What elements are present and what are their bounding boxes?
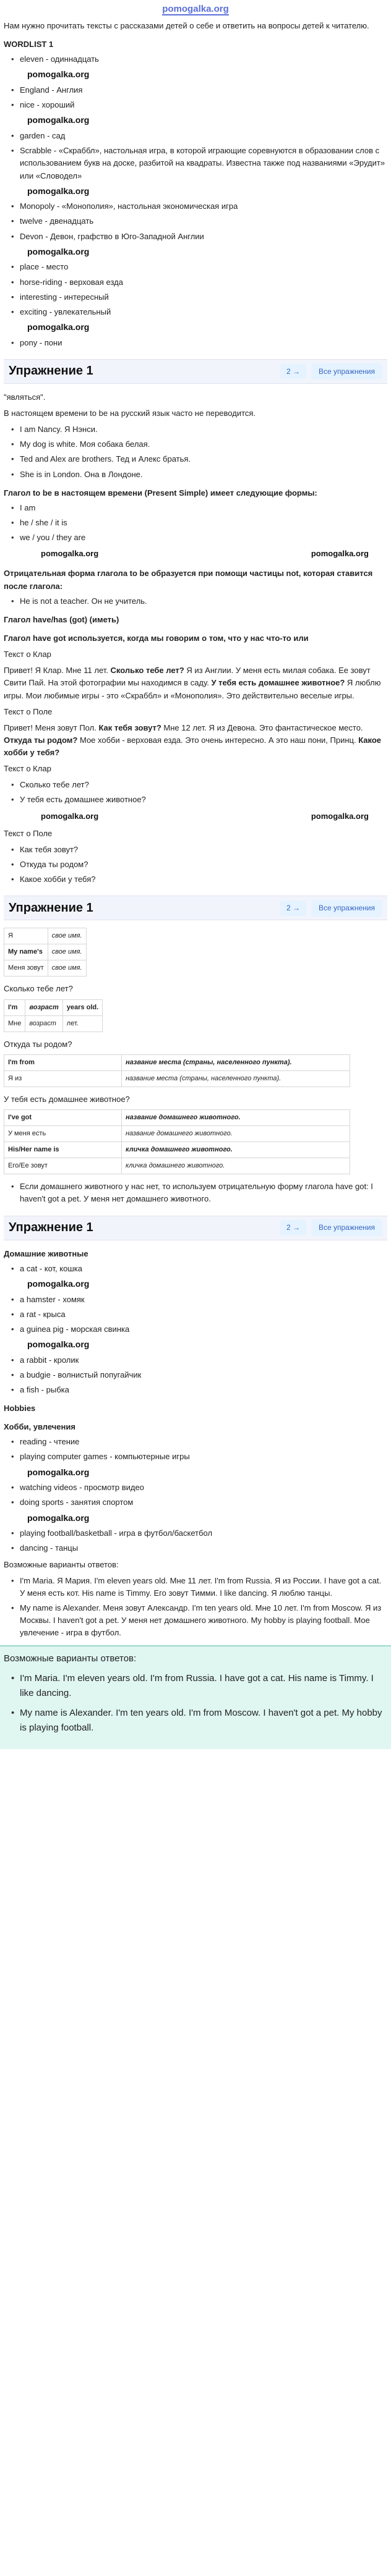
list-item: • У тебя есть домашнее животное? (9, 794, 387, 806)
question-bold: Откуда ты родом? (4, 735, 78, 745)
list-item: • a cat - кот, кошка (9, 1263, 387, 1275)
grammar-cut-text: "являться". (4, 392, 46, 402)
list-item: • My name is Alexander. I'm ten years old. I'm from Moscow. I haven't got a pet. My hobby is playing football. (9, 1706, 387, 1735)
question-bold: Как тебя зовут? (98, 722, 161, 732)
grammar-text: В настоящем времени to be на русский язык часто не переводится. (4, 408, 256, 418)
list-item: • nice - хороший (9, 99, 387, 111)
list-item: • My dog is white. Моя собака белая. (9, 438, 387, 451)
list-item: • Какое хобби у тебя? (9, 873, 387, 886)
table-cell: Его/Ее зовут (4, 1158, 122, 1174)
negative-title: Отрицательная форма глагола to be образуется при помощи частицы not, которая ставится после глагола: (4, 569, 373, 591)
watermark: pomogalka.org (27, 246, 90, 256)
list-item: • Если домашнего животного у нас нет, то используем отрицательную форму глагола have got: I haven't got a pet. У меня нет домашнего животного. (9, 1180, 387, 1205)
list-item: • England - Англия (9, 84, 387, 96)
list-item: • pony - пони (9, 337, 387, 349)
list-item: • place - место (9, 261, 387, 273)
next-exercise-button[interactable]: 2 → (280, 900, 306, 916)
hobbies-subtitle: Хобби, увлечения (4, 1422, 75, 1432)
table-row (4, 944, 87, 960)
question-from: Откуда ты родом? (4, 1039, 72, 1049)
table-cell: кличка домашнего животного. (122, 1142, 350, 1158)
pets-list (4, 1263, 387, 1396)
table-cell: His/Her name is (4, 1142, 122, 1158)
watermark: pomogalka.org (311, 549, 369, 559)
hobbies-list (4, 1436, 387, 1554)
grammar-examples (4, 423, 387, 481)
list-item: • Как тебя зовут? (9, 844, 387, 856)
watermark: pomogalka.org (27, 322, 90, 332)
text-part: Я люблю игры. Мои любимые игры - это «Скраббл» и «Монополия». Это действительно веселые игры. (4, 678, 381, 700)
forms-list (4, 502, 387, 544)
list-item: • eleven - одиннадцать (9, 53, 387, 66)
table-cell: years old. (62, 999, 102, 1015)
list-item: • Откуда ты родом? (9, 858, 387, 871)
list-item: • a rat - крыса (9, 1308, 387, 1321)
list-item: • I'm Maria. Я Мария. I'm eleven years old. Мне 11 лет. I'm from Russia. Я из России. I have got a cat. У меня есть кот. His name is Timmy. Его зовут Тимми. I like dancing. Я люблю танцы. (9, 1575, 387, 1599)
exercise-title: Упражнение 1 (9, 364, 93, 378)
answer-list (4, 1671, 387, 1735)
list-item: • She is in London. Она в Лондоне. (9, 468, 387, 481)
list-item: • he / she / it is (9, 517, 387, 529)
table-cell: название домашнего животного. (122, 1126, 350, 1142)
article (0, 20, 391, 1639)
list-item: • My name is Alexander. Меня зовут Александр. I'm ten years old. Мне 10 лет. I'm from Moscow. Я из Москвы. I haven't got a pet. У меня нет домашнего животного. My hobby is playing football. Мое увлечение - игра в футбол. (9, 1602, 387, 1639)
list-item: • Devon - Девон, графство в Юго-Западной Англии (9, 231, 387, 243)
table-row (4, 960, 87, 977)
q-clare-label: Текст о Клар (4, 764, 51, 774)
pet-table (4, 1109, 350, 1174)
q-paul-list (4, 844, 387, 886)
site-logo[interactable]: pomogalka.org (162, 4, 229, 14)
list-item: • exciting - увлекательный (9, 306, 387, 318)
text-clare-label: Текст о Клар (4, 650, 51, 659)
table-cell: My name's (4, 944, 48, 960)
text-part: Мое хобби - верховая езда. Это очень интересно. А это наш пони, Принц. (77, 735, 359, 745)
age-table (4, 999, 103, 1032)
text-clare (4, 664, 387, 701)
table-cell: возраст (25, 999, 62, 1015)
list-item: • a fish - рыбка (9, 1384, 387, 1396)
list-item: • we / you / they are (9, 532, 387, 544)
table-row (4, 999, 103, 1015)
all-exercises-button[interactable]: Все упражнения (311, 900, 382, 917)
table-cell: Мне (4, 1015, 25, 1032)
answer-box (0, 1645, 391, 1749)
next-exercise-button[interactable]: 2 → (280, 364, 306, 379)
table-cell: У меня есть (4, 1126, 122, 1142)
text-part: Мне 12 лет. Я из Девона. Это фантастическое место. (161, 722, 363, 732)
text-paul-label: Текст о Поле (4, 706, 53, 716)
list-item: • doing sports - занятия спортом (9, 1496, 387, 1509)
watermark-row (4, 546, 387, 561)
have-text: Глагол have got используется, когда мы говорим о том, что у нас что-то или (4, 633, 309, 643)
watermark: pomogalka.org (27, 185, 90, 196)
table-cell: Меня зовут (4, 960, 48, 977)
list-item: • playing football/basketball - игра в футбол/баскетбол (9, 1527, 387, 1540)
wordlist (4, 53, 387, 349)
list-item: • I'm Maria. I'm eleven years old. I'm from Russia. I have got a cat. His name is Timmy. I like dancing. (9, 1671, 387, 1701)
question-bold: Какое хобби у тебя? (4, 735, 382, 758)
list-item: • reading - чтение (9, 1436, 387, 1448)
text-part: Привет! Я Клар. Мне 11 лет. (4, 666, 111, 676)
list-item: • Сколько тебе лет? (9, 779, 387, 791)
have-title: Глагол have/has (got) (иметь) (4, 614, 119, 624)
text-part: Я из Англии. У меня есть милая собака. Ее зовут Свити Пай. На этой фотографии мы находимся в саду. (4, 666, 371, 688)
list-item: • Monopoly - «Монополия», настольная экономическая игра (9, 200, 387, 213)
table-cell: название места (страны, населенного пункта). (122, 1054, 350, 1070)
negative-list (4, 595, 387, 608)
variants-list (4, 1575, 387, 1640)
text-part: Привет! Меня зовут Пол. (4, 722, 99, 732)
list-item: • watching videos - просмотр видео (9, 1481, 387, 1494)
watermark: pomogalka.org (311, 811, 369, 821)
table-row (4, 1110, 350, 1126)
all-exercises-button[interactable]: Все упражнения (311, 1219, 382, 1236)
question-age: Сколько тебе лет? (4, 984, 73, 994)
table-cell: свое имя. (48, 944, 86, 960)
table-row (4, 1070, 350, 1087)
watermark: pomogalka.org (41, 811, 99, 821)
table-row (4, 1142, 350, 1158)
exercise-nav-bar (4, 896, 387, 920)
table-row (4, 1054, 350, 1070)
list-item: • garden - сад (9, 130, 387, 142)
table-cell: название домашнего животного. (122, 1110, 350, 1126)
no-pet-list (4, 1180, 387, 1205)
intro-text: Нам нужно прочитать тексты с рассказами детей о себе и ответить на вопросы детей к читателю. (4, 21, 369, 30)
table-cell: Я (4, 928, 48, 944)
variants-title: Возможные варианты ответов: (4, 1559, 119, 1569)
table-row (4, 1126, 350, 1142)
q-paul-label: Текст о Поле (4, 828, 53, 838)
question-bold: У тебя есть домашнее животное? (211, 678, 345, 688)
watermark: pomogalka.org (27, 1339, 90, 1349)
list-item: • twelve - двенадцать (9, 215, 387, 227)
table-cell: лет. (62, 1015, 102, 1032)
watermark: pomogalka.org (27, 69, 90, 80)
hobbies-title: Hobbies (4, 1404, 36, 1413)
exercise-title: Упражнение 1 (9, 1221, 93, 1235)
table-cell: название места (страны, населенного пункта). (122, 1070, 350, 1087)
list-item: • a hamster - хомяк (9, 1294, 387, 1306)
table-cell: возраст (25, 1015, 62, 1032)
watermark: pomogalka.org (41, 549, 99, 559)
table-row (4, 1015, 103, 1032)
table-cell: кличка домашнего животного. (122, 1158, 350, 1174)
table-cell: свое имя. (48, 928, 86, 944)
table-cell: I'm (4, 999, 25, 1015)
list-item: • a rabbit - кролик (9, 1354, 387, 1366)
table-cell: Я из (4, 1070, 122, 1087)
from-table (4, 1054, 350, 1087)
question-pet: У тебя есть домашнее животное? (4, 1094, 130, 1104)
table-row (4, 1158, 350, 1174)
list-item: • a guinea pig - морская свинка (9, 1323, 387, 1336)
next-exercise-button[interactable]: 2 → (280, 1220, 306, 1235)
list-item: • Ted and Alex are brothers. Тед и Алекс братья. (9, 453, 387, 465)
pets-title: Домашние животные (4, 1248, 88, 1258)
all-exercises-button[interactable]: Все упражнения (311, 363, 382, 380)
list-item: • horse-riding - верховая езда (9, 276, 387, 289)
table-cell: I'm from (4, 1054, 122, 1070)
list-item: • He is not a teacher. Он не учитель. (9, 595, 387, 608)
list-item: • I am (9, 502, 387, 514)
question-bold: Сколько тебе лет? (110, 666, 184, 676)
exercise-nav-bar (4, 359, 387, 384)
table-cell: I've got (4, 1110, 122, 1126)
text-paul (4, 722, 387, 759)
watermark: pomogalka.org (27, 1512, 90, 1523)
watermark: pomogalka.org (27, 1278, 90, 1289)
watermark: pomogalka.org (27, 115, 90, 125)
q-clare-list (4, 779, 387, 806)
table-row (4, 928, 87, 944)
watermark: pomogalka.org (27, 1467, 90, 1477)
wordlist-title: WORDLIST 1 (4, 40, 54, 49)
answer-box-title: Возможные варианты ответов: (4, 1653, 137, 1664)
list-item: • I am Nancy. Я Нэнси. (9, 423, 387, 436)
list-item: • playing computer games - компьютерные игры (9, 1451, 387, 1463)
watermark-row (4, 809, 387, 824)
list-item: • dancing - танцы (9, 1542, 387, 1554)
list-item: • interesting - интересный (9, 291, 387, 303)
site-header (0, 0, 391, 16)
list-item: • a budgie - волнистый попугайчик (9, 1369, 387, 1381)
name-table (4, 928, 87, 977)
forms-title: Глагол to be в настоящем времени (Present Simple) имеет следующие формы: (4, 488, 317, 498)
table-cell: свое имя. (48, 960, 86, 977)
list-item: • Scrabble - «Скраббл», настольная игра, в которой играющие соревнуются в образовании слов с использованием букв на доске, разбитой на квадраты. Известна также под названиями «Эрудит» или «Словодел» (9, 145, 387, 182)
exercise-nav-bar (4, 1216, 387, 1240)
exercise-title: Упражнение 1 (9, 900, 93, 915)
